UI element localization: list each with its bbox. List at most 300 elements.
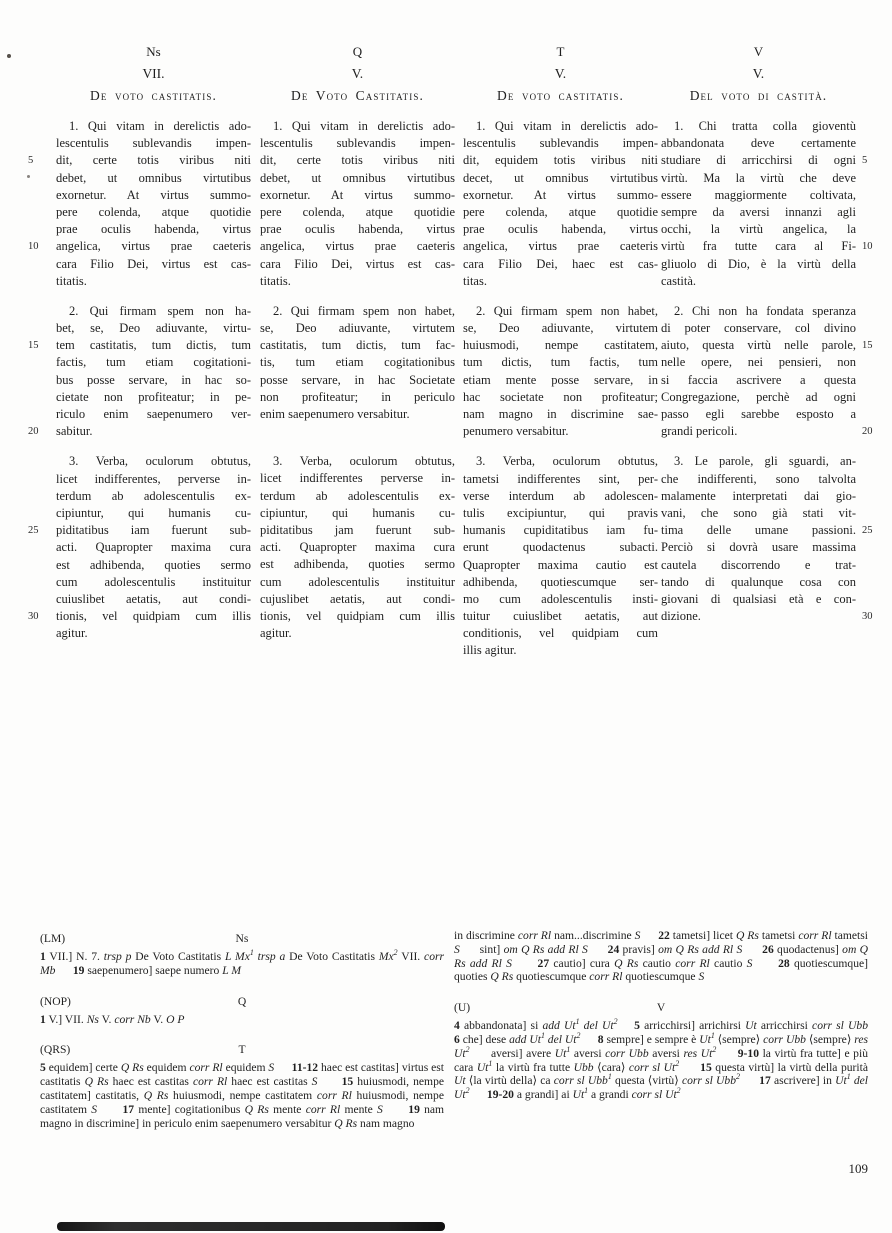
apparatus-segment: V. — [98, 1012, 115, 1026]
column-q — [260, 44, 455, 655]
line-number: 15 — [28, 340, 39, 352]
apparatus-segment: nam magno — [357, 1116, 415, 1130]
apparatus-entries — [40, 1061, 447, 1130]
text-line: angelica, virtus prae caeteris 10 — [28, 239, 251, 254]
paragraph — [463, 453, 658, 659]
apparatus-witnesses-label: (QRS) — [40, 1043, 71, 1057]
text-line: essere maggiormente coltivata, — [661, 187, 856, 202]
apparatus-segment: haec est castitas] virtus est castitatis — [40, 1061, 447, 1089]
apparatus-segment: Ut — [745, 1019, 757, 1033]
apparatus-header — [454, 1001, 868, 1016]
apparatus-segment: corr sl Ut — [628, 1060, 676, 1074]
text-line: erunt quodactenus subacti. — [463, 540, 658, 555]
apparatus-segment: corr Rl — [189, 1061, 223, 1075]
text-line: angelica, virtus prae caeteris — [260, 239, 455, 254]
apparatus-segment: quotiescumque] quoties — [454, 956, 871, 984]
text-line: penumero versabitur. — [463, 424, 569, 439]
apparatus-segment: S — [311, 1075, 318, 1089]
apparatus-segment: corr sl Ut — [631, 1088, 677, 1102]
apparatus-segment: 1 — [566, 1044, 571, 1054]
apparatus-segment: S — [268, 1061, 275, 1075]
apparatus-segment: 24 — [607, 942, 620, 956]
text-line: non profiteatur; in periculo — [260, 389, 455, 404]
apparatus-segment: equidem — [143, 1061, 190, 1075]
apparatus-segment: cautio] cura — [549, 956, 615, 970]
apparatus-segment: 6 — [454, 1032, 460, 1046]
text-line: est adhibenda, quoties sermo — [260, 557, 455, 572]
text-line: di poter conservare, col divino — [661, 321, 856, 336]
apparatus-segment: S — [377, 1102, 383, 1116]
apparatus-segment: equidem — [222, 1061, 269, 1075]
apparatus-segment: corr Rl — [316, 1088, 352, 1102]
paragraph — [661, 453, 873, 625]
text-line: lescentulis sublevandis impen- — [260, 136, 455, 151]
text-line: illis agitur. — [463, 643, 517, 658]
apparatus-segment: 17 — [122, 1102, 135, 1116]
apparatus-segment: nam...discrimine — [551, 929, 635, 942]
apparatus-segment: 1 — [846, 1072, 851, 1082]
apparatus-segment: 26 — [762, 942, 774, 956]
text-line: piditatibus iam fuerunt sub- 25 — [28, 523, 251, 538]
apparatus-segment: V. — [150, 1012, 167, 1026]
text-line: 1. Qui vitam in derelictis ado- — [69, 119, 251, 133]
apparatus-segment: corr sl Ubb — [553, 1074, 608, 1088]
apparatus-segment: Mx — [378, 950, 394, 963]
text-line: cietate non profiteatur; in pe- — [56, 389, 251, 404]
text-line: che indifferenti, sono talvolta — [661, 471, 856, 486]
apparatus-segment: 2 — [712, 1044, 717, 1054]
apparatus-segment: Q Rs — [490, 970, 514, 984]
apparatus-segment — [679, 1061, 700, 1074]
text-line: exornetur. At virtus summo- — [56, 187, 251, 202]
text-line: debet, ut omnibus virtutibus — [56, 170, 251, 185]
text-line: nelle opere, nei pensieri, non — [661, 355, 856, 370]
apparatus-segment: Q Rs — [244, 1102, 269, 1116]
text-line: cara Filio Dei, virtus est cas- — [56, 256, 251, 271]
apparatus-segment: la virtù fra tutte — [492, 1060, 574, 1074]
scan-speck — [7, 54, 11, 58]
apparatus-segment: haec est castitas — [227, 1075, 312, 1089]
text-line: prae oculis habenda, virtus — [260, 222, 455, 237]
text-line: tando di qualunque cosa con — [661, 574, 856, 589]
column-siglum: Ns — [146, 44, 161, 59]
apparatus-segment: Q Rs — [614, 956, 639, 970]
apparatus-segment — [470, 1088, 487, 1101]
chapter-title: De Voto Castitatis. — [291, 88, 424, 103]
line-number: 25 — [28, 525, 39, 537]
text-line: tuitur cuiuslibet aetatis, aut — [463, 609, 658, 624]
text-line: Congregazione, perchè ad ogni — [661, 389, 856, 404]
text-line: debet, ut omnibus virtutibus — [260, 170, 455, 185]
paragraph — [28, 118, 251, 290]
text-line: abbandonata deve certamente — [661, 136, 856, 151]
text-line: dit, certe totis viribus niti — [260, 153, 455, 168]
apparatus-segment: S — [454, 942, 460, 956]
text-line: prae oculis habenda, virtus — [463, 222, 658, 237]
text-line: riculo enim saepenumero ver- — [56, 407, 251, 421]
apparatus-segment: corr Nb — [114, 1012, 151, 1026]
text-line: se, Deo adiuvante, virtutem — [260, 321, 455, 336]
text-line: malamente interpretati dai gio- — [661, 488, 856, 503]
text-line: cum adolescentulis instituitur — [260, 574, 455, 589]
apparatus-segment: tametsi] licet — [669, 929, 736, 942]
apparatus-segment: tametsi — [758, 929, 799, 942]
apparatus-segment: add Ut — [542, 1019, 576, 1033]
text-line: exornetur. At virtus summo- — [260, 187, 455, 202]
line-number: 30 — [28, 611, 39, 623]
text-line: agitur. — [56, 626, 88, 641]
line-number: 10 — [28, 241, 39, 253]
text-line: decet, ut omnibus virtutibus — [463, 170, 658, 185]
text-line: tionis, vel quidpiam cum illis 30 — [28, 609, 251, 624]
apparatus-segment: Ut — [554, 1046, 567, 1060]
apparatus-segment: corr Rl — [675, 956, 710, 970]
apparatus-segment: Ns — [86, 1012, 99, 1026]
apparatus-segment — [588, 943, 608, 956]
apparatus-segment: huiusmodi, nempe castitatem — [168, 1088, 317, 1102]
text-line: 1. Qui vitam in derelictis ado- — [476, 119, 658, 133]
paragraph — [28, 303, 251, 441]
paragraph — [463, 303, 658, 441]
chapter-title: De voto castitatis. — [497, 88, 624, 103]
paragraph — [260, 303, 455, 423]
apparatus-segment: 15 — [341, 1075, 354, 1089]
apparatus-segment: 2 — [576, 1031, 581, 1041]
apparatus-segment: huiusmodi, nempe castitatem — [40, 1088, 447, 1116]
text-line: occhi, la virtù angelica, la — [661, 222, 856, 237]
apparatus-segment: 5 — [634, 1019, 640, 1033]
text-line: pere colenda, atque quotidie — [260, 204, 455, 219]
apparatus-segment: res Ut — [454, 1032, 871, 1060]
column-siglum: T — [556, 44, 565, 59]
apparatus-segment: abbandonata] si — [459, 1019, 543, 1033]
apparatus-segment: 9-10 — [737, 1046, 759, 1060]
text-line: posse servare, in hac Societate — [260, 372, 455, 387]
apparatus-segment: 5 — [40, 1061, 46, 1075]
text-line: dizione. 30 — [661, 608, 856, 625]
apparatus-segment: VII.] N. 7. — [45, 950, 104, 963]
text-line: pere colenda, atque quotidie — [463, 204, 658, 219]
chapter-number: V. — [351, 66, 364, 81]
apparatus-segment: Ut — [572, 1088, 585, 1102]
apparatus-segment: 2 — [393, 948, 398, 958]
apparatus-segment: 1 — [710, 1031, 715, 1041]
apparatus-segment: Ut — [476, 1060, 489, 1074]
apparatus-segment: 19 — [408, 1102, 420, 1116]
apparatus-segment: equidem] certe — [45, 1061, 121, 1075]
apparatus-segment: om Q Rs add Rl S — [454, 942, 871, 970]
apparatus-segment: la virtù fra tutte] e più cara — [454, 1046, 871, 1074]
text-line: 2. Qui firmam spem non habet, — [476, 303, 658, 318]
apparatus-block — [40, 1043, 447, 1130]
apparatus-segment: corr sl Ubb — [812, 1019, 869, 1033]
text-line: 2. Qui firmam spem non ha- — [69, 303, 251, 318]
text-line: giovani di qualsiasi età e con- — [661, 591, 856, 606]
text-line: est adhibenda, quoties sermo — [56, 557, 251, 572]
apparatus-segment: 11-12 — [291, 1061, 319, 1075]
apparatus-segment: Q Rs — [334, 1116, 358, 1130]
apparatus-segment: 28 — [778, 956, 790, 970]
chapter-title: De voto castitatis. — [90, 88, 217, 103]
apparatus-segment: 1 — [584, 1086, 589, 1096]
page-number: 109 — [848, 1161, 868, 1176]
apparatus-segment: 2 — [676, 1086, 681, 1096]
text-line: virtù. Ma la virtù che deve — [661, 170, 856, 185]
paragraph — [661, 118, 873, 290]
apparatus-segment: 1 — [40, 950, 46, 963]
apparatus-header — [40, 932, 444, 947]
text-line: 1. Qui vitam in derelictis ado- — [273, 119, 455, 133]
apparatus-segment: corr sl Ubb — [681, 1074, 737, 1088]
apparatus-segment: ⟨cara⟩ — [593, 1060, 629, 1074]
column-body — [661, 118, 873, 625]
apparatus-segment: corr Mb — [40, 950, 447, 977]
text-line: 3. Verba, oculorum obtutus, — [476, 454, 658, 469]
apparatus-segment: aversi — [648, 1046, 684, 1060]
apparatus-segment: Q Rs — [120, 1061, 144, 1075]
text-line: 3. Le parole, gli sguardi, an- — [674, 454, 856, 469]
apparatus-siglum: Q — [237, 994, 247, 1008]
apparatus-segment: a grandi — [588, 1088, 632, 1102]
apparatus-segment: om Q Rs add Rl S — [658, 942, 743, 956]
apparatus-segment: quotiescumque — [622, 970, 699, 984]
apparatus-segment: mente — [340, 1102, 378, 1116]
apparatus-segment: corr Ubb — [605, 1046, 649, 1060]
text-line: piditatibus jam fuerunt sub- — [260, 522, 455, 537]
apparatus-siglum: T — [238, 1043, 246, 1057]
apparatus-segment: 1 — [540, 1031, 545, 1041]
apparatus-segment: pravis] — [619, 942, 659, 956]
apparatus-segment: Ut — [835, 1074, 847, 1088]
line-number: 30 — [862, 611, 873, 623]
apparatus-segment: 2 — [465, 1086, 470, 1096]
apparatus-segment: S — [698, 970, 705, 984]
text-line: dit, certe totis viribus niti 5 — [28, 153, 251, 168]
apparatus-header — [40, 1043, 444, 1058]
text-line: etiam mente posse servare, in — [463, 372, 658, 387]
text-line: titas. — [463, 273, 487, 288]
text-line: lescentulis sublevandis impen- — [463, 136, 658, 151]
text-line: gliuolo di Dio, è la virtù della — [661, 256, 856, 271]
text-line: exornetur. At virtus summo- — [463, 187, 658, 202]
column-siglum: Q — [352, 44, 363, 59]
apparatus-segment: De Voto Castitatis — [131, 950, 225, 963]
column-body — [28, 118, 251, 642]
text-line: cuiuslibet aetatis, aut condi- — [56, 591, 251, 606]
apparatus-segment: 2 — [613, 1017, 618, 1027]
apparatus-segment: Ut — [454, 1074, 466, 1088]
apparatus-segment: trsp a — [253, 950, 286, 963]
text-line: 2. Qui firmam spem non habet, — [273, 303, 455, 318]
text-line: studiare di arricchirsi di ogni 5 — [661, 152, 856, 169]
scan-speck — [27, 175, 30, 178]
text-line: 1. Chi tratta colla gioventù — [674, 119, 856, 133]
apparatus-segment: mente] cogitationibus — [134, 1102, 245, 1116]
paragraph — [463, 118, 658, 290]
text-line: tem castitatis, tum dictis, tum 15 — [28, 338, 251, 353]
text-line: nam magno in discrimine sae- — [463, 407, 658, 421]
text-line: cipiuntur, qui humanis cu- — [56, 505, 251, 520]
apparatus-segment: 1 — [488, 1058, 493, 1068]
column-v — [661, 44, 873, 638]
text-line: angelica, virtus prae caeteris — [463, 239, 658, 254]
apparatus-siglum: Ns — [235, 932, 249, 945]
apparatus-segment: 27 — [537, 956, 550, 970]
text-line: agitur. — [260, 626, 292, 641]
apparatus-segment: ⟨sempre⟩ — [714, 1032, 764, 1046]
text-line: factis, tum etiam cogitationi- — [56, 355, 251, 370]
apparatus-segment: De Voto Castitatis — [285, 950, 379, 963]
text-line: cujuslibet aetatis, aut condi- — [260, 591, 455, 606]
apparatus-segment — [740, 1074, 759, 1087]
apparatus-segment: V.] VII. — [45, 1012, 87, 1026]
apparatus-segment: ascrivere] in — [770, 1074, 836, 1088]
line-number: 25 — [862, 525, 873, 537]
apparatus-header — [40, 995, 444, 1010]
text-line: terdum ab adolescentulis ex- — [260, 488, 455, 503]
apparatus-segment: 22 — [658, 929, 670, 942]
apparatus-segment: 1 — [607, 1072, 612, 1082]
column-body — [463, 118, 658, 660]
apparatus-segment: che] dese — [459, 1032, 510, 1046]
apparatus-segment: 1 — [40, 1012, 46, 1026]
apparatus-segment: VII. — [397, 950, 425, 963]
apparatus-segment: del Ut — [579, 1019, 614, 1033]
text-line: 3. Verba, oculorum obtutus, — [69, 454, 251, 469]
apparatus-segment — [752, 957, 778, 970]
apparatus-segment: Ubb — [573, 1060, 594, 1074]
apparatus-entries — [454, 1017, 871, 1102]
apparatus-segment: 2 — [675, 1058, 680, 1068]
apparatus-segment: tametsi — [831, 929, 871, 942]
apparatus-segment: 1 — [249, 948, 254, 958]
chapter-number: V. — [752, 66, 765, 81]
text-line: 2. Chi non ha fondata speranza — [674, 303, 856, 318]
apparatus-segment: nam magno in discrimine] in periculo enim saepenumero versabitur — [40, 1102, 447, 1130]
apparatus-segment: 17 — [759, 1074, 771, 1088]
apparatus-segment: sempre] e sempre è — [603, 1032, 700, 1046]
text-line: tum dictis, tum factis, tum — [463, 355, 658, 370]
apparatus-block — [40, 932, 447, 978]
apparatus-segment — [868, 1019, 885, 1032]
apparatus-segment: 19-20 — [486, 1088, 514, 1102]
column-t — [463, 44, 658, 673]
text-line: cautela discorrendo e trat- — [661, 557, 856, 572]
apparatus-segment: saepenumero] saepe numero — [84, 963, 223, 977]
text-line: prae oculis habenda, virtus — [56, 222, 251, 237]
text-line: licet indifferentes perverse in- — [260, 471, 455, 486]
line-number: 10 — [862, 241, 873, 253]
text-line: conditionis, vel quidpiam cum — [463, 626, 658, 641]
text-line: enim saepenumero versabitur. — [260, 407, 410, 421]
apparatus-segment: S — [634, 929, 641, 942]
apparatus-segment: aversi] avere — [469, 1046, 555, 1060]
text-line: cara Filio Dei, virtus est cas- — [260, 256, 455, 271]
apparatus-segment: corr Rl — [798, 929, 832, 942]
apparatus-segment: Q Rs — [84, 1075, 109, 1089]
apparatus-segment: haec est castitas — [108, 1075, 193, 1089]
apparatus-segment: corr Rl — [305, 1102, 341, 1116]
apparatus-segment: corr Rl — [589, 970, 623, 984]
apparatus-segment: cautio — [709, 956, 747, 970]
text-line: castità. — [661, 273, 697, 288]
text-line: virtù fra tutte cara al Fi- 10 — [661, 238, 856, 255]
apparatus-segment: S — [91, 1102, 98, 1116]
text-line: pere colenda, atque quotidie — [56, 204, 251, 219]
text-line: tionis, vel quidpiam cum illis — [260, 608, 455, 623]
text-line: titatis. — [56, 273, 87, 288]
apparatus-segment: a grandi] ai — [513, 1088, 573, 1102]
apparatus-segment: corr Ubb — [763, 1032, 806, 1046]
line-number: 5 — [862, 155, 868, 167]
text-line: humanis cupiditatibus iam fu- — [463, 523, 658, 538]
text-line: acti. Quapropter maxima cura — [260, 540, 455, 555]
apparatus-segment — [317, 1075, 341, 1088]
column-ns — [28, 44, 251, 655]
text-line: titatis. — [260, 273, 291, 288]
paragraph — [661, 303, 873, 441]
text-line: bus posse servare, in hac so- — [56, 372, 251, 387]
apparatus-right-column — [454, 929, 871, 1119]
apparatus-segment: 1 — [575, 1017, 580, 1027]
text-line: mo cum adolescentulis insti- — [463, 591, 658, 606]
apparatus-segment — [640, 929, 658, 942]
chapter-number: VII. — [142, 66, 165, 81]
line-number: 15 — [862, 340, 873, 352]
paragraph — [28, 453, 251, 642]
paragraph — [260, 453, 455, 642]
text-line: hac societate non profiteatur; — [463, 389, 658, 404]
line-number: 20 — [862, 426, 873, 438]
apparatus-segment: huiusmodi, nempe castitatem] castitatis, — [40, 1075, 447, 1102]
apparatus-segment: 8 — [597, 1032, 604, 1046]
text-line: 3. Verba, oculorum obtutus, — [273, 454, 455, 469]
apparatus-segment: Ut — [699, 1032, 711, 1046]
apparatus-block — [40, 995, 444, 1027]
text-line: Quapropter maxima cautio est — [463, 557, 658, 572]
text-line: tima delle umane passioni. 25 — [661, 522, 856, 539]
column-body — [260, 118, 455, 642]
apparatus-segment: arricchirsi] arrichirsi — [639, 1019, 746, 1033]
apparatus-segment: Q Rs — [143, 1088, 169, 1102]
apparatus-segment: ⟨la virtù della⟩ ca — [465, 1074, 554, 1088]
apparatus-segment — [512, 957, 538, 970]
apparatus-segment — [618, 1019, 635, 1032]
line-number: 20 — [28, 426, 39, 438]
apparatus-segment: L Mx — [224, 950, 250, 963]
text-line: acti. Quapropter maxima cura — [56, 540, 251, 555]
chapter-title: Del voto di castità. — [689, 88, 828, 103]
apparatus-segment: 15 — [700, 1060, 712, 1074]
apparatus-siglum: V — [656, 1001, 666, 1015]
apparatus-segment — [97, 1103, 122, 1116]
text-line: huiusmodi, nempe castitatem, — [463, 338, 658, 353]
text-line: licet indifferentes, perverse in- — [56, 471, 251, 486]
text-line: grandi pericoli. 20 — [661, 423, 856, 440]
apparatus-segment: aversi — [570, 1046, 606, 1060]
apparatus-segment: cautio — [638, 956, 676, 970]
apparatus-segment: del Ut — [544, 1032, 577, 1046]
apparatus-segment: ⟨sempre⟩ — [805, 1032, 855, 1046]
text-line: cara Filio Dei, haec est cas- — [463, 256, 658, 271]
text-line: Perciò si dovrà usare massima — [661, 540, 856, 555]
apparatus-segment: quodactenus] — [773, 942, 843, 956]
apparatus-entries — [454, 929, 871, 984]
apparatus-witnesses-label: (U) — [454, 1001, 471, 1015]
apparatus-witnesses-label: (NOP) — [40, 994, 71, 1008]
text-line: cipiuntur, qui humanis cu- — [260, 505, 455, 520]
text-line: aiuto, questa virtù nelle parole, 15 — [661, 337, 856, 354]
